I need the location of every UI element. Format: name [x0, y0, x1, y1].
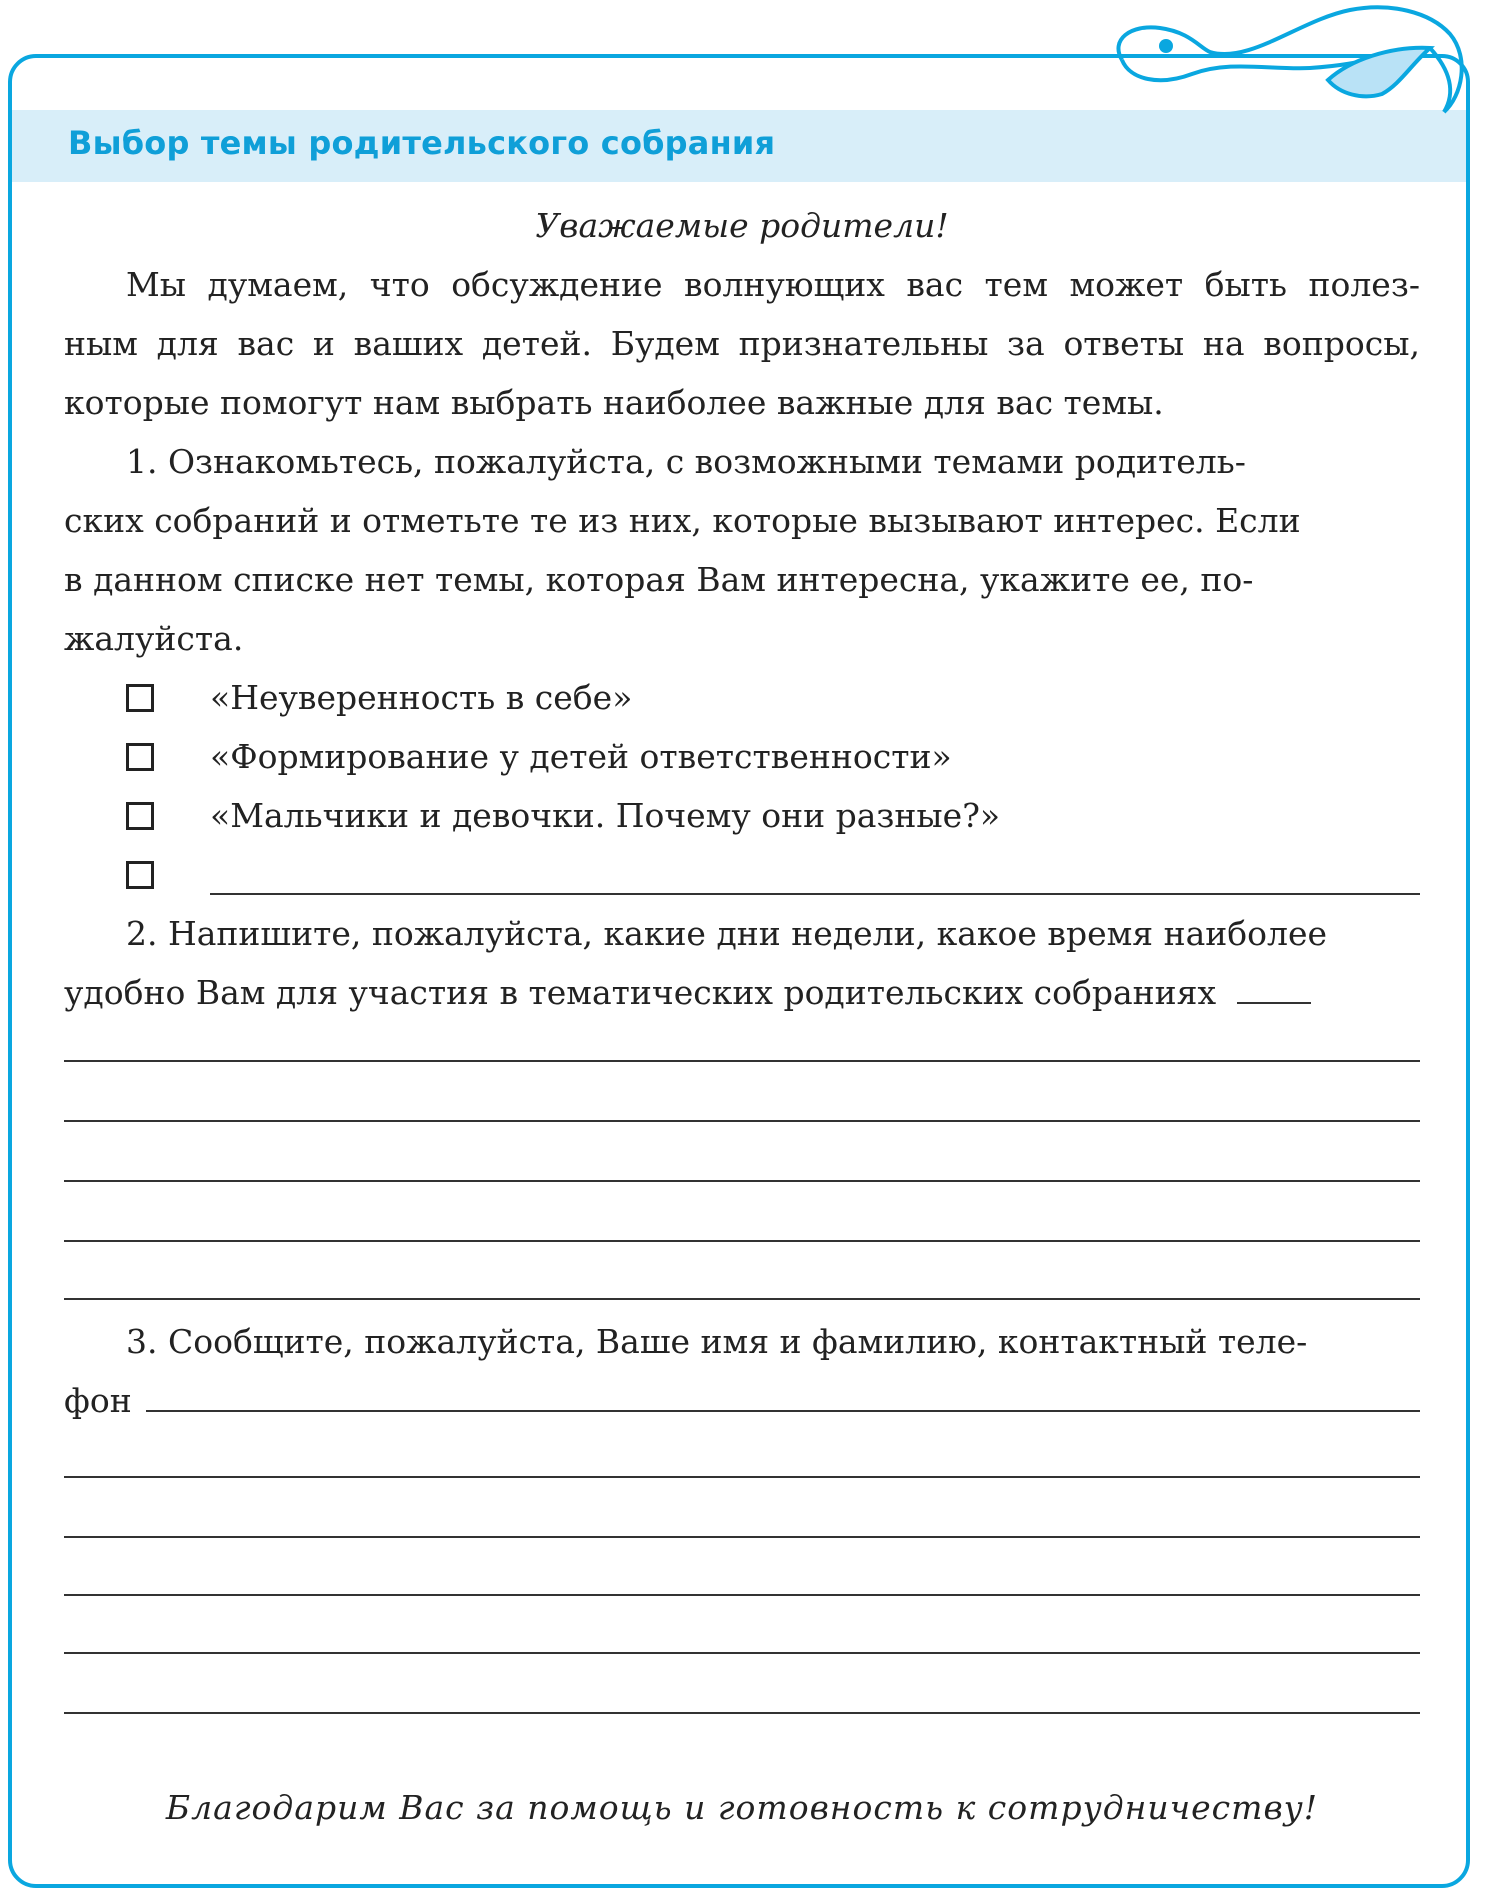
word: тем — [984, 265, 1049, 304]
intro-line-1 — [64, 255, 1420, 314]
word: вас — [906, 265, 964, 304]
word: ваших — [353, 324, 464, 363]
word: для — [156, 324, 219, 363]
word: и — [312, 324, 335, 363]
word: Мы — [126, 265, 187, 304]
topic-option-2[interactable] — [64, 727, 1420, 786]
word: за — [1007, 324, 1045, 363]
custom-topic-field[interactable] — [210, 855, 1420, 895]
topic-option-3[interactable] — [64, 786, 1420, 845]
q1-line-1: 1. Ознакомьтесь, пожалуйста, с возможными темами родитель- — [126, 442, 1246, 481]
closing-text: Благодарим Вас за помощь и готовность к сотрудничеству! — [165, 1788, 1319, 1827]
word: обсуждение — [451, 265, 663, 304]
checkbox-icon[interactable] — [126, 861, 154, 889]
answer-line[interactable] — [64, 1240, 1420, 1242]
q1-line-3: в данном списке нет темы, которая Вам интересна, укажите ее, по- — [64, 560, 1254, 599]
word: волнующих — [684, 265, 885, 304]
word: вопросы, — [1263, 324, 1420, 363]
word: ответы — [1063, 324, 1185, 363]
answer-line[interactable] — [64, 1712, 1420, 1714]
checkbox-icon[interactable] — [126, 802, 154, 830]
answer-line[interactable] — [64, 1476, 1420, 1478]
word: ным — [64, 324, 138, 363]
word: детей. — [481, 324, 592, 363]
word: полез- — [1308, 265, 1420, 304]
page-title: Выбор темы родительского собрания — [68, 124, 776, 162]
answer-line[interactable] — [64, 1594, 1420, 1596]
answer-line[interactable] — [64, 1652, 1420, 1654]
intro-line-3: которые помогут нам выбрать наиболее важные для вас темы. — [64, 383, 1164, 422]
question3-block — [64, 1312, 1420, 1430]
checkbox-icon[interactable] — [126, 743, 154, 771]
q1-line-4: жалуйста. — [64, 619, 244, 658]
q3-line-2: фон — [64, 1371, 1420, 1430]
topic-option-label: «Мальчики и девочки. Почему они разные?» — [210, 796, 1001, 835]
q2-line-1: 2. Напишите, пожалуйста, какие дни недели, какое время наиболее — [126, 914, 1328, 953]
schedule-answer-field[interactable] — [1237, 972, 1311, 1004]
greeting: Уважаемые родители! — [535, 206, 949, 245]
word: Будем — [610, 324, 720, 363]
answer-line[interactable] — [64, 1060, 1420, 1062]
word: думаем, — [207, 265, 349, 304]
q1-line-2: ских собраний и отметьте те из них, которые вызывают интерес. Если — [64, 501, 1301, 540]
topic-option-1[interactable] — [64, 668, 1420, 727]
answer-line[interactable] — [64, 1536, 1420, 1538]
intro-line-2 — [64, 314, 1420, 373]
topic-option-label: «Формирование у детей ответственности» — [210, 737, 952, 776]
contact-answer-field[interactable] — [146, 1380, 1420, 1412]
q2-line-2: удобно Вам для участия в тематических родительских собраниях — [64, 963, 1420, 1022]
checkbox-icon[interactable] — [126, 684, 154, 712]
ribbon-decoration — [1100, 0, 1488, 140]
word: что — [369, 265, 430, 304]
answer-line[interactable] — [64, 1120, 1420, 1122]
q3-line-1: 3. Сообщите, пожалуйста, Ваше имя и фамилию, контактный теле- — [126, 1322, 1308, 1361]
word: признательны — [738, 324, 989, 363]
topic-option-custom[interactable] — [64, 845, 1420, 904]
topic-option-label: «Неуверенность в себе» — [210, 678, 633, 717]
word: на — [1202, 324, 1245, 363]
form-body — [64, 196, 1420, 1022]
word: быть — [1204, 265, 1287, 304]
answer-line[interactable] — [64, 1180, 1420, 1182]
word: вас — [237, 324, 295, 363]
answer-line[interactable] — [64, 1298, 1420, 1300]
word: может — [1069, 265, 1184, 304]
